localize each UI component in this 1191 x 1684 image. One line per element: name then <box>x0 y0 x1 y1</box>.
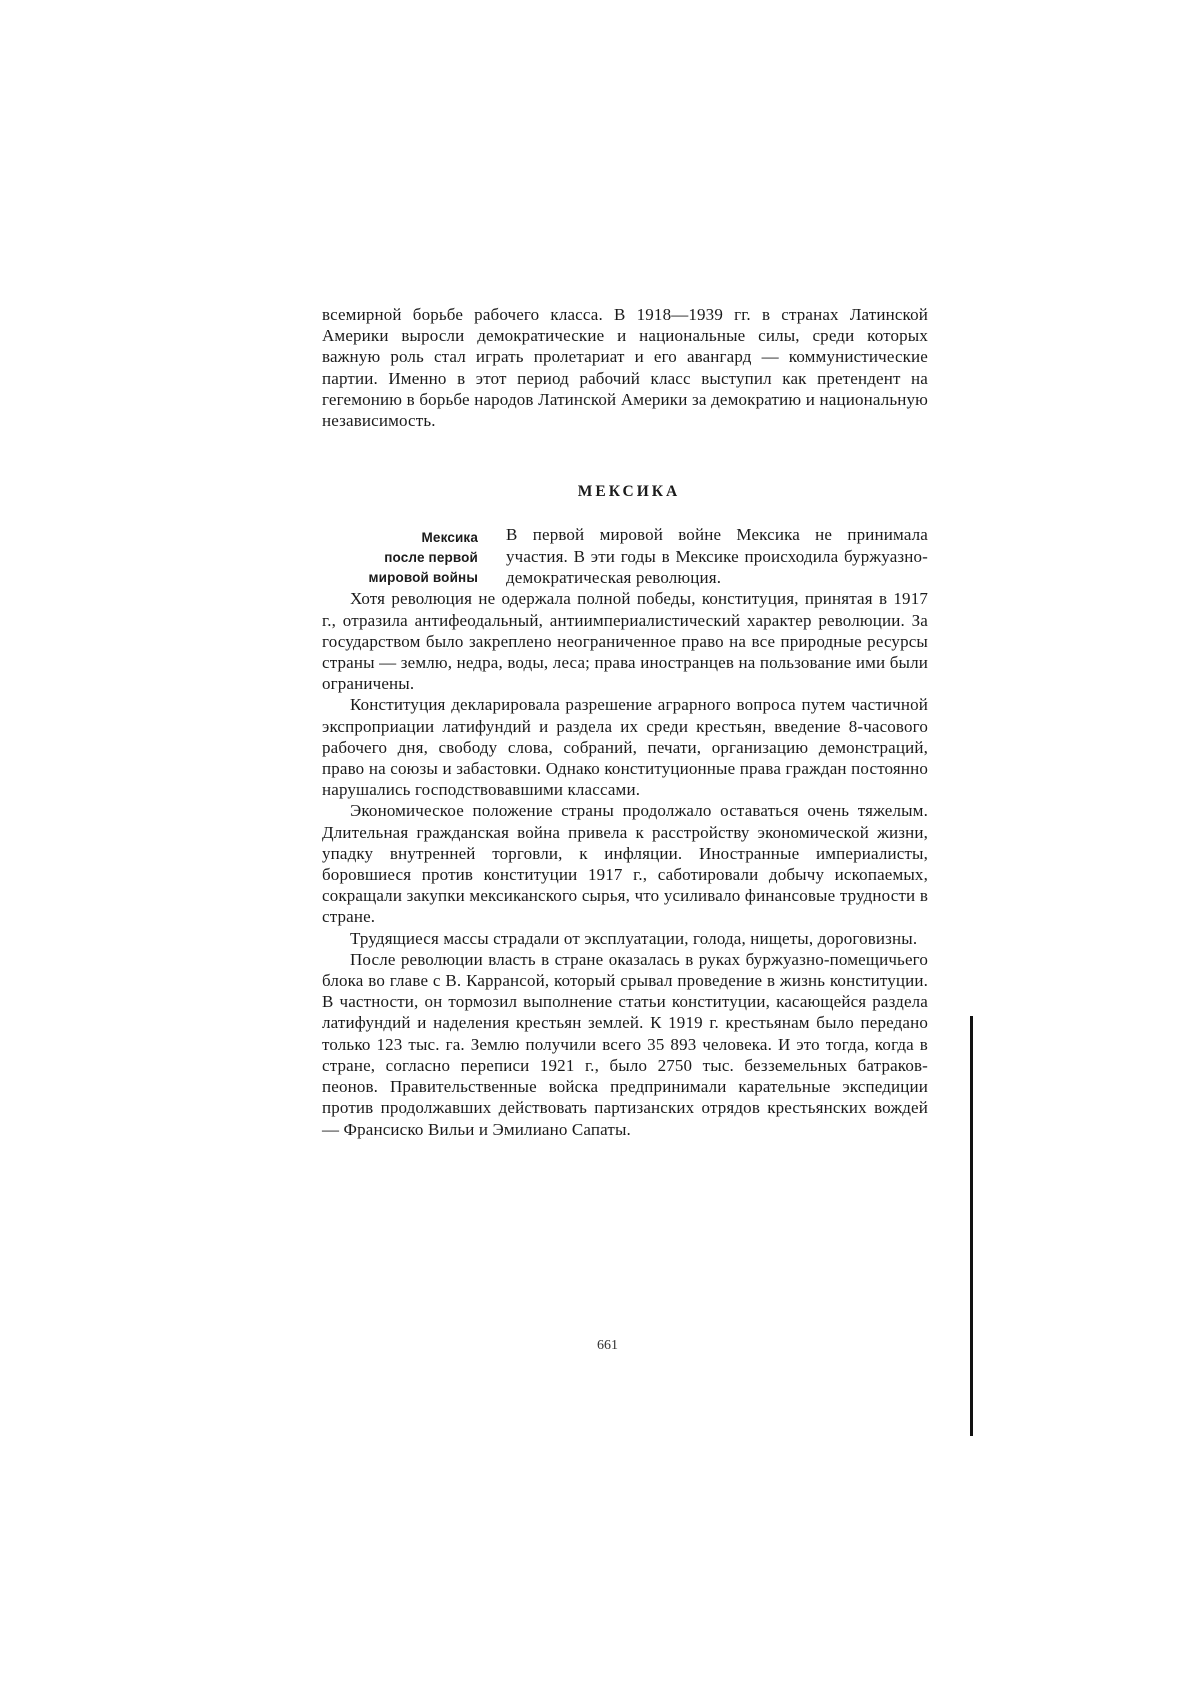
paragraph-5: Трудящиеся массы страдали от эксплуатации, голода, нищеты, дороговизны. <box>350 928 918 948</box>
paragraph-1: В первой мировой войне Мексика не принимала участия. В эти годы в Мексике происходила буржуазно-демократическая революция. <box>506 525 928 587</box>
paragraph-6: После революции власть в стране оказалась в руках буржуазно-помещичьего блока во главе с В. Каррансой, который срывал проведение в жизнь конституции. В частности, он тормозил выполнение статьи конституции, касающейся раздела латифундий и наделения крестьян землей. К 1919 г. крестьянам было передано только 123 тыс. га. Землю получили всего 35 893 человека. И это тогда, когда в стране, согласно переписи 1921 г., было 2750 тыс. безземельных батраков-пеонов. Правительственные войска предпринимали карательные экспедиции против продолжавших действовать партизанских отрядов крестьянских вождей — Франсиско Вильи и Эмилиано Сапаты. <box>322 949 928 1139</box>
paragraph-3: Конституция декларировала разрешение аграрного вопроса путем частичной экспроприации латифундий и раздела их среди крестьян, введение 8-часового рабочего дня, свободу слова, собраний, печати, организацию демонстраций, право на союзы и забастовки. Однако конституционные права граждан постоянно нарушались господствовавшими классами. <box>322 695 928 800</box>
section-title: МЕКСИКА <box>577 483 681 501</box>
text-column <box>322 304 928 1140</box>
page-number: 661 <box>597 1338 618 1353</box>
scan-edge-line <box>970 1016 973 1436</box>
paragraph-4: Экономическое положение страны продолжало оставаться очень тяжелым. Длительная гражданская война привела к расстройству экономической жизни, упадку внутренней торговли, к инфляции. Иностранные империалисты, боровшиеся против конституции 1917 г., саботировали добычу ископаемых, сокращали закупки мексиканского сырья, что усиливало финансовые трудности в стране. <box>322 801 928 927</box>
marginal-subheading <box>322 528 478 588</box>
subheading-line-1: Мексика <box>421 530 478 546</box>
subheading-line-3: мировой войны <box>368 570 478 586</box>
intro-paragraph: всемирной борьбе рабочего класса. В 1918—1939 гг. в странах Латинской Америки выросли демократические и национальные силы, среди которых важную роль стал играть пролетариат и его авангард — коммунистические партии. Именно в этот период рабочий класс выступил как претендент на гегемонию в борьбе народов Латинской Америки за демократию и национальную независимость. <box>322 305 928 431</box>
paragraph-2: Хотя революция не одержала полной победы, конституция, принятая в 1917 г., отразила антифеодальный, антиимпериалистический характер революции. За государством было закреплено неограниченное право на все природные ресурсы страны — землю, недра, воды, леса; права иностранцев на пользование ими были ограничены. <box>322 589 928 694</box>
section-subblock <box>322 524 928 588</box>
subheading-line-2: после первой <box>384 550 478 566</box>
